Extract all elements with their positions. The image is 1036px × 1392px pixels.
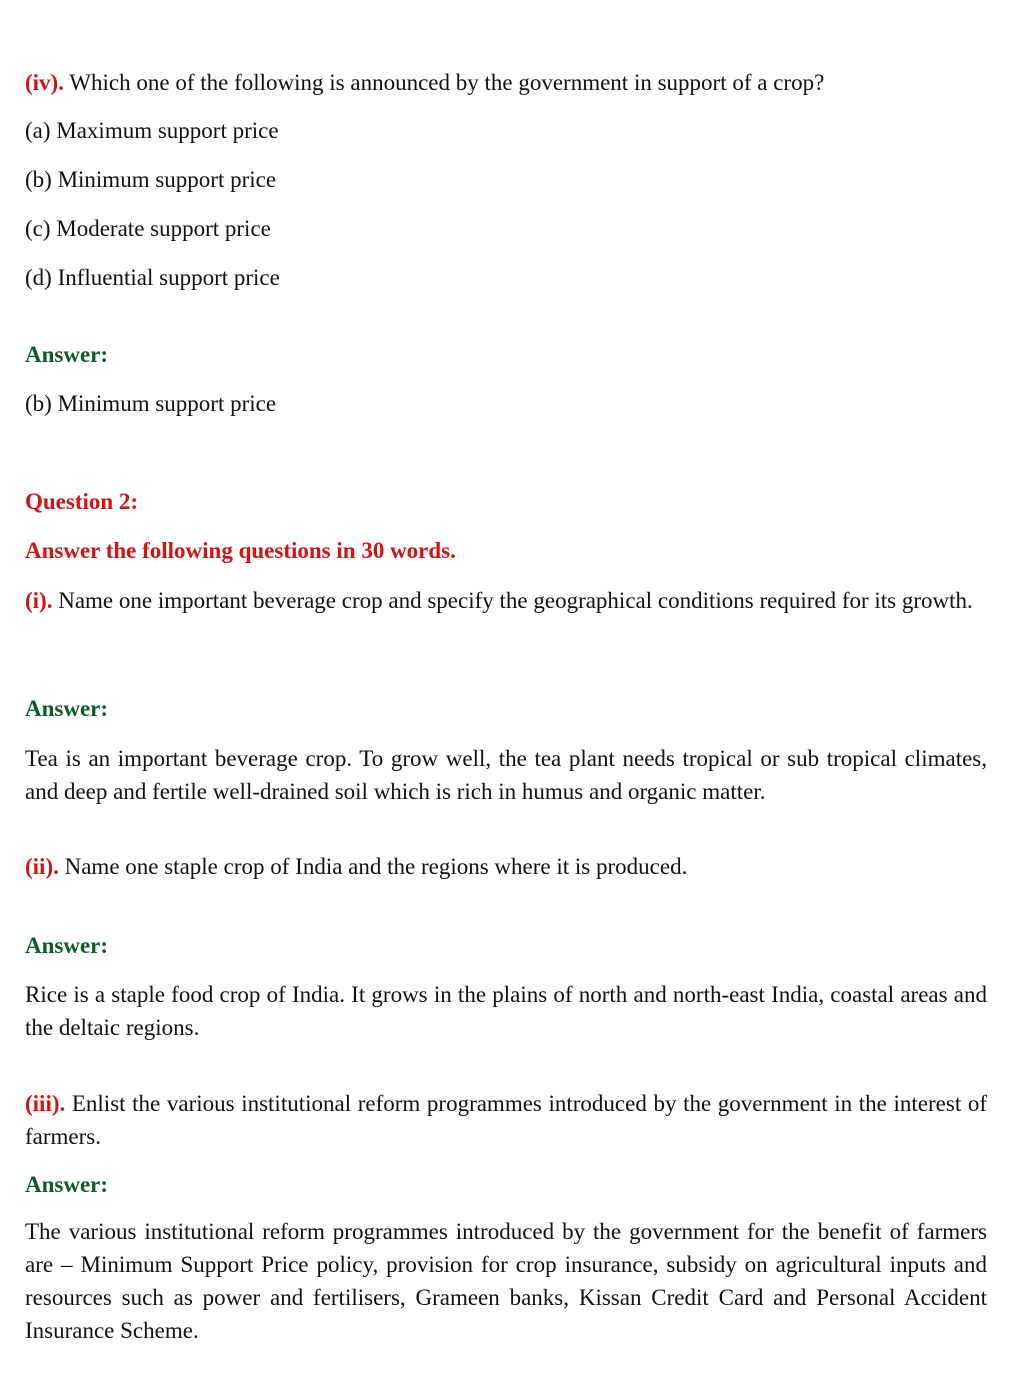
question-2-iii: [25, 1087, 987, 1153]
answer-iv: (b) Minimum support price: [25, 391, 277, 416]
answer-heading-2-ii: Answer:: [25, 933, 109, 958]
answer-heading-iv: Answer:: [25, 342, 109, 367]
answer-2-ii: Rice is a staple food crop of India. It grows in the plains of north and north-east India, coastal areas and the deltaic regions.: [25, 982, 987, 1040]
question-2-heading: Question 2:: [25, 489, 139, 514]
option-c: (c) Moderate support price: [25, 216, 271, 241]
question-2-iii-label: (iii).: [25, 1091, 66, 1116]
question-iv-text: Which one of the following is announced by the government in support of a crop?: [63, 70, 825, 95]
option-b: (b) Minimum support price: [25, 167, 277, 192]
option-a: (a) Maximum support price: [25, 118, 279, 143]
question-iv-label: (iv).: [25, 70, 64, 95]
option-d: (d) Influential support price: [25, 265, 280, 290]
answer-2-i: Tea is an important beverage crop. To grow well, the tea plant needs tropical or sub tropical climates, and deep and fertile well-drained soil which is rich in humus and organic matter.: [25, 746, 987, 804]
answer-2-iii: The various institutional reform programmes introduced by the government for the benefit of farmers are – Minimum Support Price policy, provision for crop insurance, subsidy on agricultural inputs and resources such as power and fertilisers, Grameen banks, Kissan Credit Card and Personal Accident Insurance Scheme.: [25, 1219, 987, 1343]
question-2-i: [25, 584, 987, 617]
question-2-ii-label: (ii).: [25, 854, 59, 879]
answer-heading-2-i: Answer:: [25, 696, 109, 721]
question-2-i-label: (i).: [25, 588, 53, 613]
answer-heading-2-iii: Answer:: [25, 1172, 109, 1197]
question-iv: [25, 68, 824, 98]
question-2-i-text: Name one important beverage crop and specify the geographical conditions required for its growth.: [52, 588, 973, 613]
question-2-iii-text: Enlist the various institutional reform programmes introduced by the government in the interest of farmers.: [25, 1091, 987, 1149]
question-2-ii: [25, 852, 687, 882]
question-2-ii-text: Name one staple crop of India and the regions where it is produced.: [58, 854, 688, 879]
question-2-instruction: Answer the following questions in 30 words.: [25, 538, 456, 563]
